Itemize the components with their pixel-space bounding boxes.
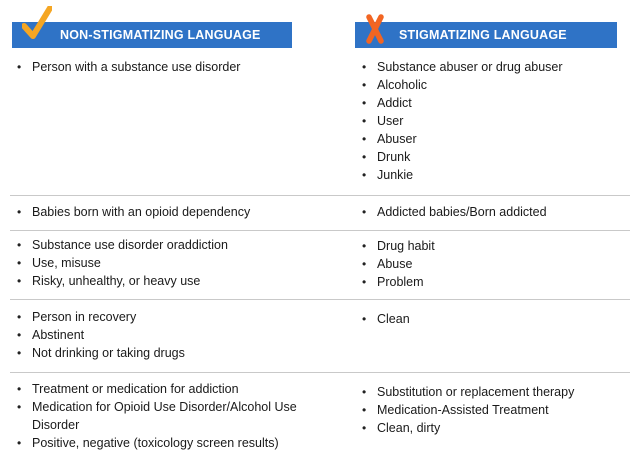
header-stigmatizing: [355, 22, 617, 48]
row-4-non-stigmatizing: [17, 308, 317, 362]
checkmark-icon: [22, 6, 52, 40]
x-mark-icon: [364, 14, 386, 44]
header-non-stigmatizing-label: NON-STIGMATIZING LANGUAGE: [60, 28, 261, 42]
list-item: • Positive, negative (toxicology screen results): [17, 434, 317, 452]
row-divider: [10, 299, 630, 300]
list-item: • Use, misuse: [17, 254, 317, 272]
row-2-stigmatizing: [362, 203, 622, 221]
row-3-stigmatizing: [362, 237, 622, 291]
row-2-non-stigmatizing: [17, 203, 317, 221]
row-1-non-stigmatizing: [17, 58, 317, 76]
list-item: • Treatment or medication for addiction: [17, 380, 317, 398]
row-5-non-stigmatizing: [17, 380, 317, 452]
list-item: • Substance use disorder oraddiction: [17, 236, 317, 254]
list-item: • Medication-Assisted Treatment: [362, 401, 622, 419]
list-item: • Substitution or replacement therapy: [362, 383, 622, 401]
row-1-stigmatizing: [362, 58, 622, 184]
list-item: • Alcoholic: [362, 76, 622, 94]
row-5-stigmatizing: [362, 383, 622, 437]
list-item: • Clean: [362, 310, 622, 328]
list-item: • Abuser: [362, 130, 622, 148]
list-item: • Risky, unhealthy, or heavy use: [17, 272, 317, 290]
list-item: • Addict: [362, 94, 622, 112]
list-item: • Drunk: [362, 148, 622, 166]
list-item: • Substance abuser or drug abuser: [362, 58, 622, 76]
row-3-non-stigmatizing: [17, 236, 317, 290]
header-stigmatizing-label: STIGMATIZING LANGUAGE: [399, 28, 567, 42]
x-mark-stroke: [369, 17, 381, 41]
row-4-stigmatizing: [362, 310, 622, 328]
list-item: • Person with a substance use disorder: [17, 58, 317, 76]
list-item: • Medication for Opioid Use Disorder/Alcohol Use Disorder: [17, 398, 317, 434]
list-item: • User: [362, 112, 622, 130]
list-item: • Abuse: [362, 255, 622, 273]
list-item: • Not drinking or taking drugs: [17, 344, 317, 362]
list-item: • Junkie: [362, 166, 622, 184]
list-item: • Clean, dirty: [362, 419, 622, 437]
list-item: • Person in recovery: [17, 308, 317, 326]
list-item: • Addicted babies/Born addicted: [362, 203, 622, 221]
header-non-stigmatizing: [12, 22, 292, 48]
row-divider: [10, 372, 630, 373]
checkmark-stroke: [24, 8, 50, 36]
list-item: • Problem: [362, 273, 622, 291]
row-divider: [10, 230, 630, 231]
list-item: • Drug habit: [362, 237, 622, 255]
list-item: • Babies born with an opioid dependency: [17, 203, 317, 221]
list-item: • Abstinent: [17, 326, 317, 344]
row-divider: [10, 195, 630, 196]
